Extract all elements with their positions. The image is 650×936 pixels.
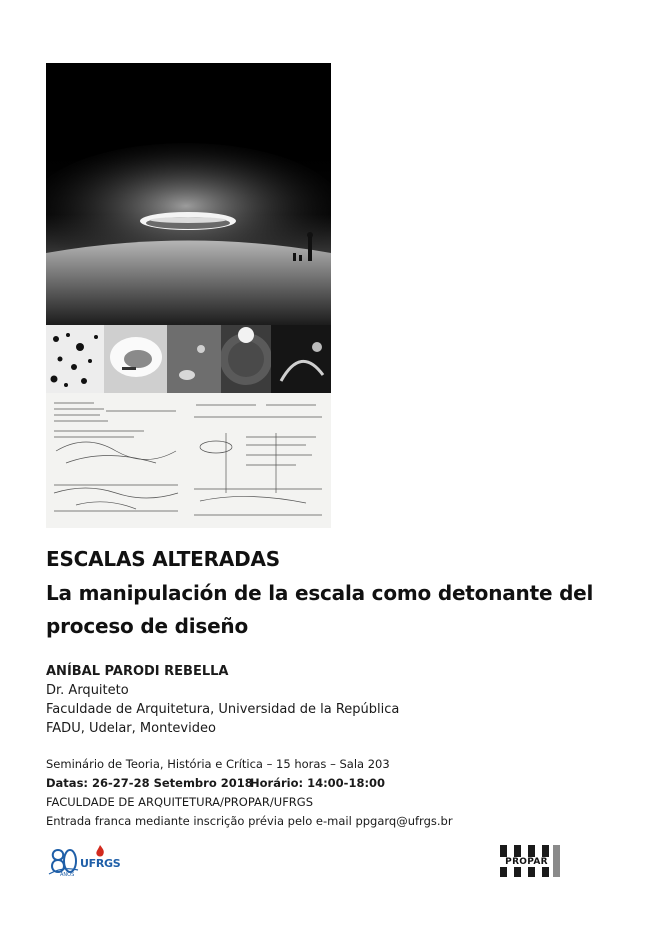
ufrgs-80-anos-logo: [46, 844, 126, 878]
propar-label: PROPAR: [505, 857, 548, 867]
subtitle-line-1: La manipulación de la escala como detonante del: [46, 581, 594, 605]
thumb-pantheon-dome: [221, 325, 271, 393]
thumb-dots-sketch: [46, 325, 104, 393]
image-collage: [46, 63, 331, 528]
seminar-info: Seminário de Teoria, História e Crítica – 15 horas – Sala 203: [46, 757, 390, 771]
page-title: ESCALAS ALTERADAS: [46, 547, 280, 571]
sketch-notes-right: [186, 393, 331, 528]
speaker-degree: Dr. Arquiteto: [46, 683, 129, 698]
anos-label: ANOS: [60, 872, 75, 878]
thumb-dark-interior: [271, 325, 331, 393]
thumb-water-drop: [167, 325, 221, 393]
speaker-affiliation: Faculdade de Arquitetura, Universidad de la República: [46, 702, 400, 717]
thumb-opening-model: [104, 325, 167, 393]
sketch-notes-left: [46, 393, 186, 528]
event-time: Horário: 14:00-18:00: [250, 776, 386, 790]
speaker-location: FADU, Udelar, Montevideo: [46, 721, 216, 736]
propar-logo: [500, 845, 560, 877]
registration-info: Entrada franca mediante inscrição prévia pelo e-mail ppgarq@ufrgs.br: [46, 814, 453, 828]
institution: FACULDADE DE ARQUITETURA/PROPAR/UFRGS: [46, 795, 314, 809]
ufrgs-label: UFRGS: [80, 857, 121, 870]
subtitle-line-2: proceso de diseño: [46, 614, 249, 638]
flame-icon: [93, 844, 107, 858]
event-dates: Datas: 26-27-28 Setembro 2018: [46, 776, 253, 790]
hero-photo: [46, 63, 331, 325]
speaker-name: ANÍBAL PARODI REBELLA: [46, 664, 229, 679]
